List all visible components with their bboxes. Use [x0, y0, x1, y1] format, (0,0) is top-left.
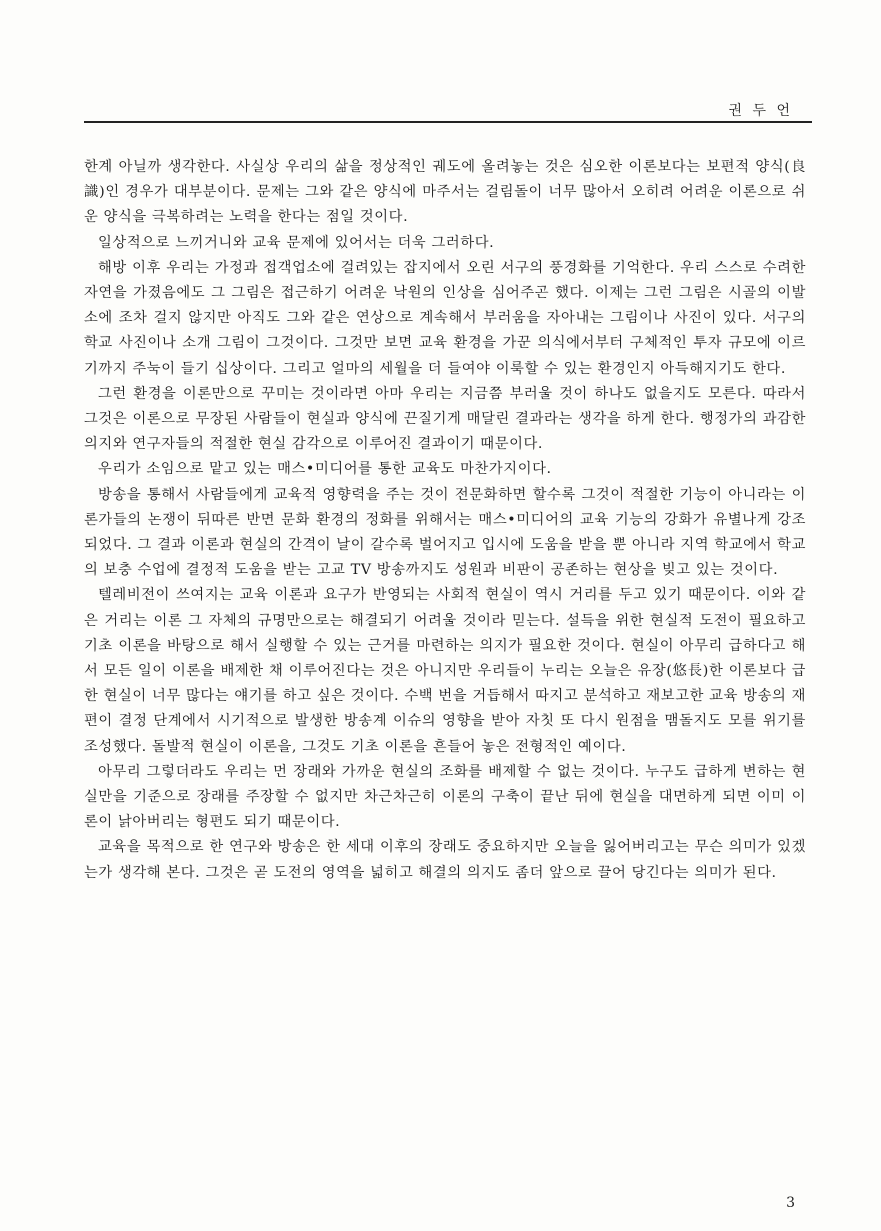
paragraph: 해방 이후 우리는 가정과 접객업소에 걸려있는 잡지에서 오린 서구의 풍경화를 기억한다. 우리 스스로 수려한 자연을 가졌음에도 그 그림은 접근하기 어려운 낙원의 인상을 심어주곤 했다. 이제는 그런 그림은 시골의 이발소에 조차 걸지 않지만 아직도 그와 같은 연상으로 계속해서 부러움을 자아내는 그림이나 사진이 있다. 서구의 학교 사진이나 소개 그림이 그것이다. 그것만 보면 교육 환경을 가꾼 의식에서부터 구체적인 투자 규모에 이르기까지 주눅이 들기 십상이다. 그리고 얼마의 세월을 더 들여야 이룩할 수 있는 환경인지 아득해지기도 한다.	[84, 259, 806, 377]
paragraph: 방송을 통해서 사람들에게 교육적 영향력을 주는 것이 전문화하면 할수록 그것이 적절한 기능이 아니라는 이론가들의 논쟁이 뒤따른 반면 문화 환경의 정화를 위해서는 매스•미디어의 교육 기능의 강화가 유별나게 강조되었다. 그 결과 이론과 현실의 간격이 날이 갈수록 벌어지고 입시에 도움을 받을 뿐 아니라 지역 학교에서 학교의 보충 수업에 결정적 도움을 받는 고교 TV 방송까지도 성원과 비판이 공존하는 현상을 빚고 있는 것이다.	[84, 486, 806, 579]
paragraph: 우리가 소임으로 맡고 있는 매스•미디어를 통한 교육도 마찬가지이다.	[98, 461, 552, 478]
paragraph: 그런 환경을 이론만으로 꾸미는 것이라면 아마 우리는 지금쯤 부러울 것이 하나도 없을지도 모른다. 따라서 그것은 이론으로 무장된 사람들이 현실과 양식에 끈질기게 매달린 결과라는 생각을 하게 한다. 행정가의 과감한 의지와 연구자들의 적절한 현실 감각으로 이루어진 결과이기 때문이다.	[84, 385, 806, 453]
article-body	[84, 155, 806, 886]
header-author: 권 두 언	[728, 103, 793, 119]
page-number: 3	[786, 1195, 795, 1211]
paragraph: 교육을 목적으로 한 연구와 방송은 한 세대 이후의 장래도 중요하지만 오늘을 잃어버리고는 무슨 의미가 있겠는가 생각해 본다. 그것은 곧 도전의 영역을 넓히고 해결의 의지도 좀더 앞으로 끌어 당긴다는 의미가 된다.	[84, 839, 806, 881]
paragraph: 한계 아닐까 생각한다. 사실상 우리의 삶을 정상적인 궤도에 올려놓는 것은 심오한 이론보다는 보편적 양식(良識)인 경우가 대부분이다. 문제는 그와 같은 양식에 마주서는 걸림돌이 너무 많아서 오히려 어려운 이론으로 쉬운 양식을 극복하려는 노력을 한다는 점일 것이다.	[84, 159, 806, 226]
paragraph: 아무리 그렇더라도 우리는 먼 장래와 가까운 현실의 조화를 배제할 수 없는 것이다. 누구도 급하게 변하는 현실만을 기준으로 장래를 주장할 수 없지만 차근차근히 이론의 구축이 끝난 뒤에 현실을 대면하게 되면 이미 이론이 낡아버리는 형편도 되기 때문이다.	[84, 763, 806, 831]
header-rule	[84, 121, 812, 123]
paragraph: 일상적으로 느끼거니와 교육 문제에 있어서는 더욱 그러하다.	[98, 234, 495, 251]
paragraph: 텔레비전이 쓰여지는 교육 이론과 요구가 반영되는 사회적 현실이 역시 거리를 두고 있기 때문이다. 이와 같은 거리는 이론 그 자체의 규명만으로는 해결되기 어려울 것이라 믿는다. 설득을 위한 현실적 도전이 필요하고 기초 이론을 바탕으로 해서 실행할 수 있는 근거를 마련하는 의지가 필요한 것이다. 현실이 아무리 급하다고 해서 모든 일이 이론을 배제한 채 이루어진다는 것은 아니지만 우리들이 누리는 오늘은 유장(悠長)한 이론보다 급한 현실이 너무 많다는 얘기를 하고 싶은 것이다. 수백 번을 거듭해서 따지고 분석하고 재보고한 교육 방송의 재편이 결정 단계에서 시기적으로 발생한 방송계 이슈의 영향을 받아 자칫 또 다시 원점을 맴돌지도 모를 위기를 조성했다. 돌발적 현실이 이론을, 그것도 기초 이론을 흔들어 놓은 전형적인 예이다.	[84, 587, 806, 755]
